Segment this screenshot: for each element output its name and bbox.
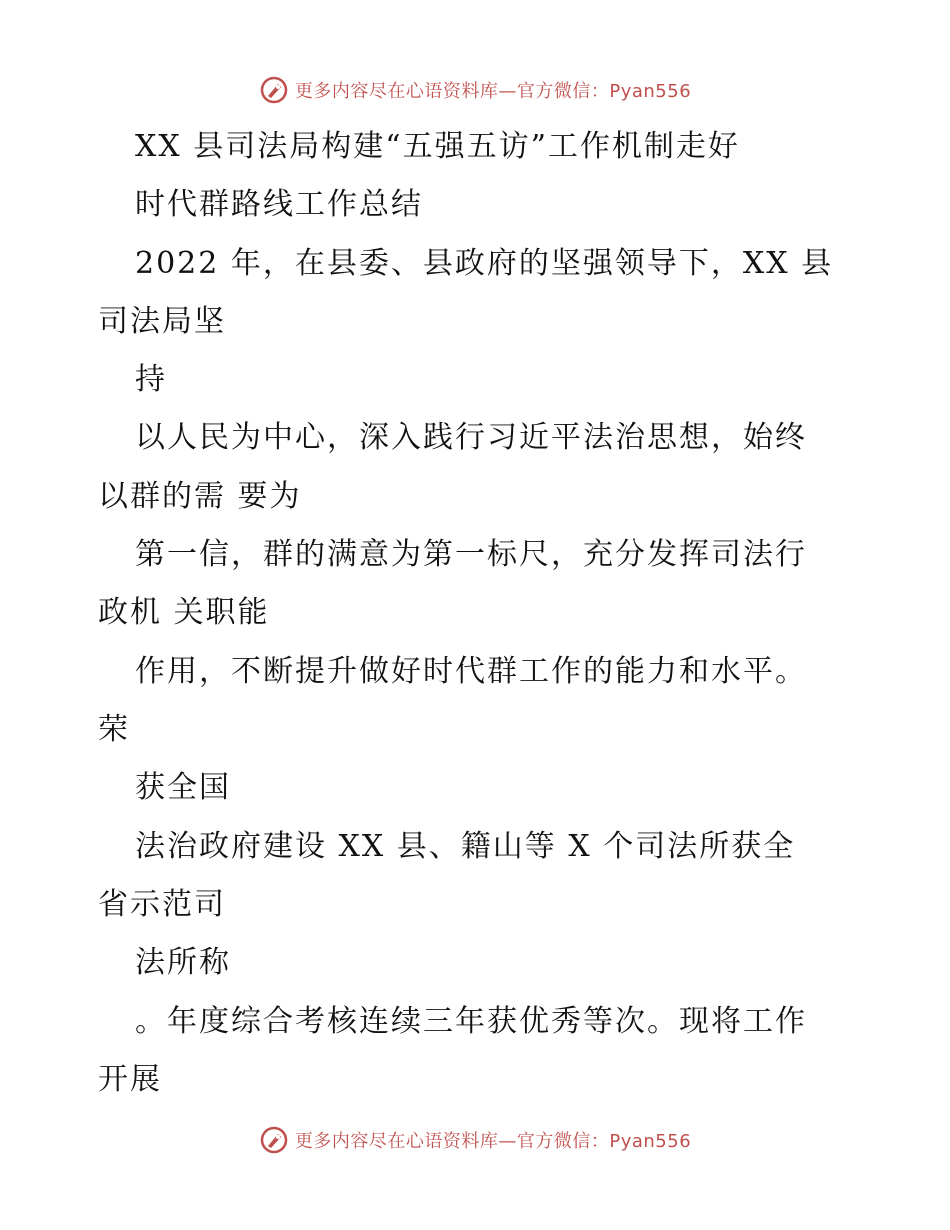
- body-line: 以人民为中心，深入践行习近平法治思想，始终: [135, 420, 807, 455]
- body-line: 作用，不断提升做好时代群工作的能力和水平。: [135, 654, 807, 689]
- footer-banner: [0, 1120, 950, 1160]
- body-line: 。年度综合考核连续三年获优秀等次。现将工作: [135, 1004, 807, 1039]
- header-banner-text: 更多内容尽在心语资料库—官方微信：Pyan556: [294, 81, 692, 102]
- title-line-1: XX 县司法局构建“五强五访”工作机制走好: [135, 129, 740, 164]
- body-line: 持: [135, 362, 167, 397]
- body-line: 第一信，群的满意为第一标尺，充分发挥司法行: [135, 537, 807, 572]
- body-line: 2022 年，在县委、县政府的坚强领导下，XX 县: [135, 246, 834, 281]
- body-line: 政机 关职能: [98, 595, 270, 630]
- title-line-2: 时代群路线工作总结: [135, 187, 423, 222]
- footer-banner-text: 更多内容尽在心语资料库—官方微信：Pyan556: [294, 1131, 692, 1152]
- body-line: 司法局坚: [98, 304, 226, 339]
- body-line: 法所称: [135, 945, 231, 980]
- body-line: 法治政府建设 XX 县、籍山等 X 个司法所获全: [135, 829, 796, 864]
- body-line: 获全国: [135, 770, 231, 805]
- body-line: 省示范司: [98, 887, 226, 922]
- body-line: 以群的需 要为: [98, 479, 302, 514]
- pen-nib-logo-icon: [259, 1125, 289, 1155]
- body-line: 开展: [98, 1062, 162, 1097]
- pen-nib-logo-icon: [259, 75, 289, 105]
- header-banner: [0, 70, 950, 110]
- body-line: 荣: [98, 712, 130, 747]
